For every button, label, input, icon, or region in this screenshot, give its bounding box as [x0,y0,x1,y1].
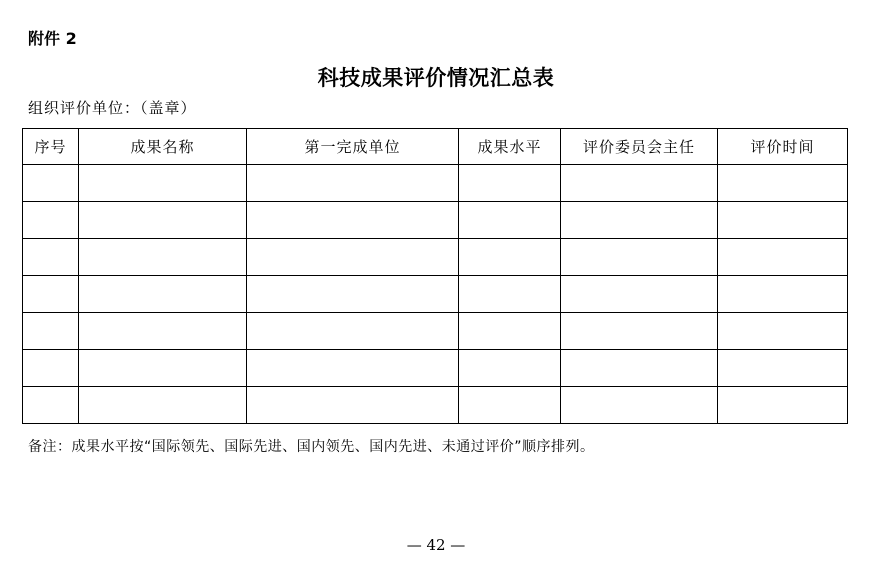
table-cell[interactable] [79,239,247,276]
table-cell[interactable] [459,276,561,313]
table-cell[interactable] [561,239,718,276]
table-cell[interactable] [247,313,459,350]
table-cell[interactable] [718,202,848,239]
table-cell[interactable] [247,350,459,387]
table-cell[interactable] [459,165,561,202]
header-committee-chair: 评价委员会主任 [561,129,718,165]
table-cell[interactable] [247,202,459,239]
table-cell[interactable] [561,350,718,387]
table-cell[interactable] [79,313,247,350]
table-cell[interactable] [718,165,848,202]
table-cell[interactable] [23,387,79,424]
table-cell[interactable] [79,202,247,239]
table-cell[interactable] [561,313,718,350]
table-cell[interactable] [79,387,247,424]
table-cell[interactable] [247,239,459,276]
header-first-unit: 第一完成单位 [247,129,459,165]
table-row [23,165,848,202]
page-number: — 42 — [406,536,466,554]
table-cell[interactable] [23,313,79,350]
header-level: 成果水平 [459,129,561,165]
table-cell[interactable] [718,239,848,276]
table-cell[interactable] [459,387,561,424]
header-achievement-name: 成果名称 [79,129,247,165]
table-row [23,313,848,350]
table-cell[interactable] [79,276,247,313]
org-unit-label: 组织评价单位：（盖章） [28,99,197,117]
table-row [23,202,848,239]
table-cell[interactable] [718,313,848,350]
header-eval-time: 评价时间 [718,129,848,165]
table-header-row [23,129,848,165]
summary-table [22,128,848,424]
table-row [23,239,848,276]
table-cell[interactable] [718,276,848,313]
table-cell[interactable] [247,165,459,202]
table-cell[interactable] [23,239,79,276]
table-cell[interactable] [23,202,79,239]
table-cell[interactable] [561,387,718,424]
table-cell[interactable] [459,202,561,239]
table-cell[interactable] [718,387,848,424]
table-cell[interactable] [247,387,459,424]
table-cell[interactable] [561,276,718,313]
footnote: 备注：成果水平按“国际领先、国际先进、国内领先、国内先进、未通过评价”顺序排列。 [28,439,595,455]
table-cell[interactable] [459,313,561,350]
page-title: 科技成果评价情况汇总表 [317,66,555,90]
table-cell[interactable] [459,350,561,387]
table-cell[interactable] [561,202,718,239]
table-cell[interactable] [23,165,79,202]
table-cell[interactable] [79,350,247,387]
table-row [23,276,848,313]
table-cell[interactable] [247,276,459,313]
table-row [23,350,848,387]
table-cell[interactable] [23,350,79,387]
table-cell[interactable] [79,165,247,202]
table-row [23,387,848,424]
attachment-label: 附件 2 [28,29,77,48]
table-cell[interactable] [459,239,561,276]
header-index: 序号 [23,129,79,165]
table-cell[interactable] [23,276,79,313]
table-cell[interactable] [561,165,718,202]
table-cell[interactable] [718,350,848,387]
